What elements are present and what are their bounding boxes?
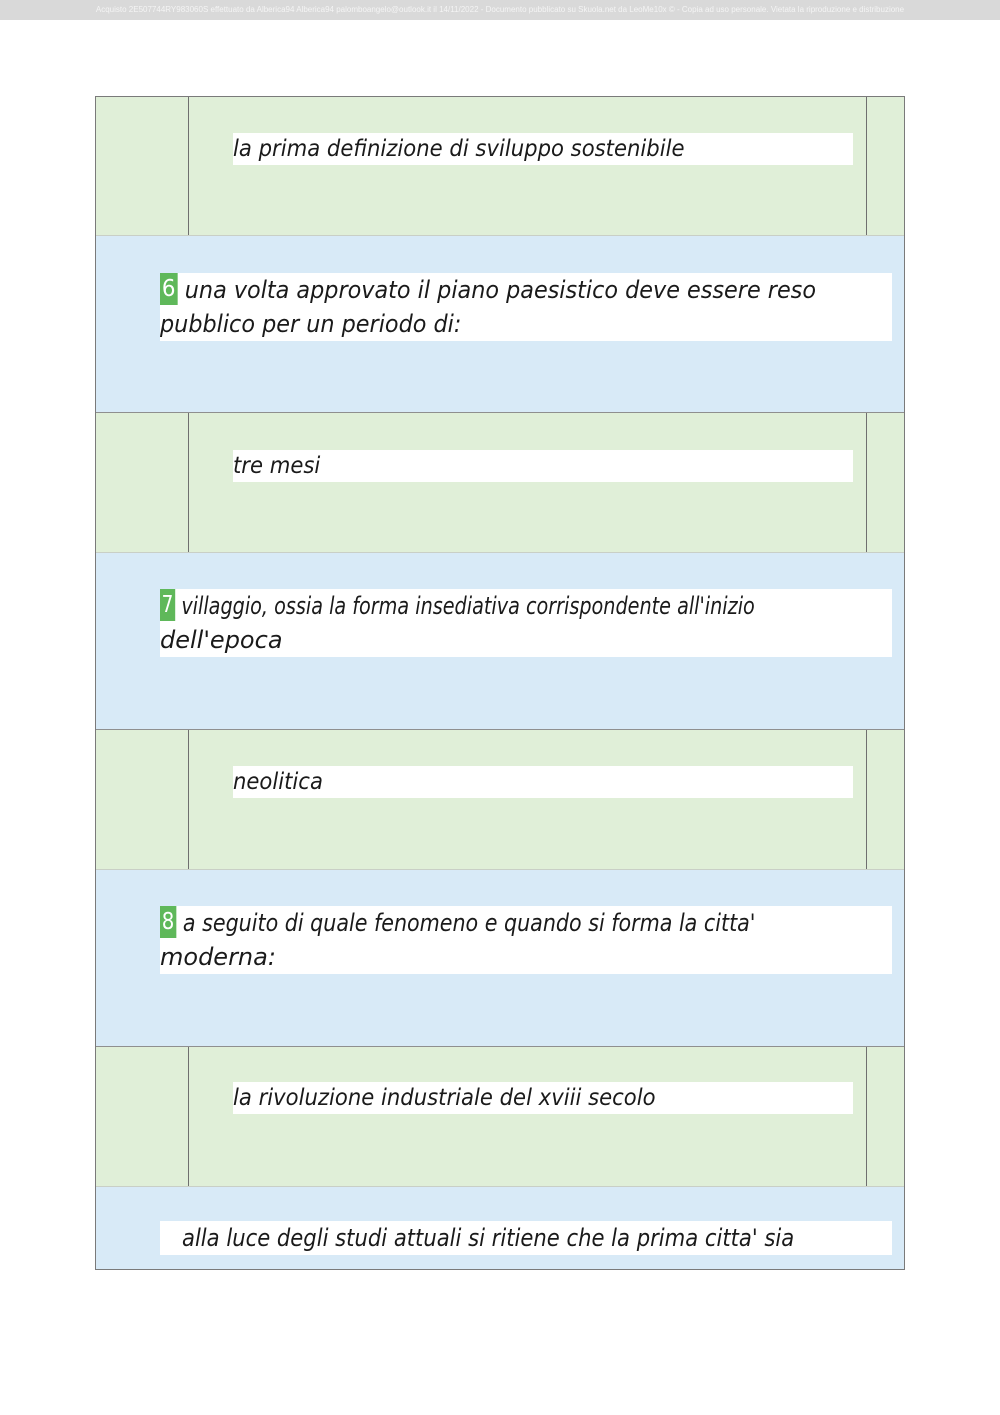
column-divider [188,730,189,869]
answer-row [96,730,904,870]
question-text: alla luce degli studi attuali si ritiene che la prima citta' sia [182,1224,795,1252]
answer-row [96,413,904,553]
question-text: una volta approvato il piano paesistico deve essere reso [184,276,816,304]
answer-text: tre mesi [233,450,853,482]
question-line [160,940,892,974]
question-box [160,589,892,657]
watermark-banner: Acquisto 2E507744RY983060S effettuato da Alberica94 Alberica94 palomboangelo@outlook.it il 14/11/2022 - Documento pubblicato su Skuola.net da LeoMe10x © - Copia ad uso personale. Vietata la riproduzione e distribuzione [0,0,1000,20]
question-line [160,623,892,657]
question-text: pubblico per un periodo di: [160,310,462,338]
question-line [160,307,892,341]
flashcard-sheet [95,96,905,1270]
column-divider [188,413,189,552]
column-divider [188,1047,189,1186]
question-box [160,1221,892,1255]
question-box [160,273,892,341]
question-box [160,906,892,974]
question-line [160,906,892,940]
question-row [96,553,904,730]
question-number: 8 [160,906,176,938]
answer-row [96,97,904,236]
column-divider [866,730,867,869]
question-line [160,273,892,307]
question-row [96,236,904,413]
column-divider [866,1047,867,1186]
question-line [160,1221,892,1255]
column-divider [866,97,867,235]
column-divider [188,97,189,235]
answer-text: la rivoluzione industriale del xviii secolo [233,1082,853,1114]
question-row [96,870,904,1047]
question-line [160,589,892,623]
question-text: villaggio, ossia la forma insediativa corrispondente all'inizio [181,592,755,620]
answer-row [96,1047,904,1187]
question-row [96,1187,904,1270]
question-text: dell'epoca [160,626,283,654]
column-divider [866,413,867,552]
answer-text: neolitica [233,766,853,798]
question-number: 6 [160,273,177,305]
question-number: 7 [160,589,175,621]
answer-text: la prima definizione di sviluppo sostenibile [233,133,853,165]
question-text: a seguito di quale fenomeno e quando si forma la citta' [182,909,756,937]
question-text: moderna: [160,943,276,971]
